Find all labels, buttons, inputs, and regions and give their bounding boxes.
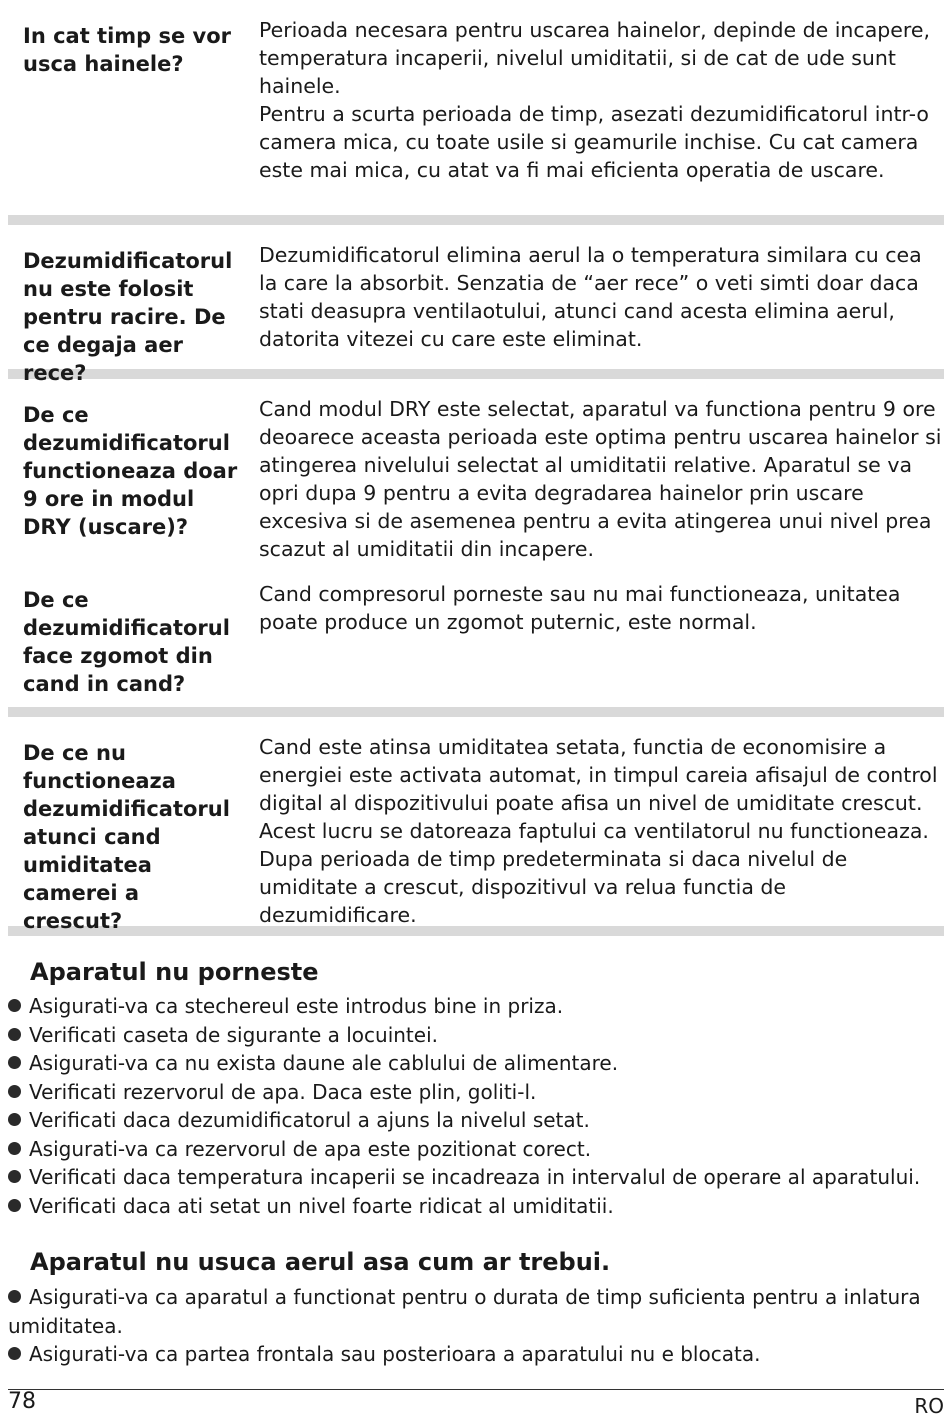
list-item-text: Asigurati-va ca stechereul este introdus bine in priza.	[29, 994, 564, 1018]
list-item-text: Verificati caseta de sigurante a locuintei.	[29, 1022, 438, 1047]
faq-divider	[8, 707, 944, 717]
bullet-icon	[8, 1347, 21, 1360]
bullet-icon	[8, 1056, 21, 1069]
footer-divider	[8, 1389, 944, 1390]
list-item	[8, 1106, 944, 1135]
faq-question: Dezumidificatorul nu este folosit pentru racire. De ce degaja aer rece?	[23, 249, 233, 385]
faq-answer	[244, 564, 944, 636]
faq-answer	[244, 225, 944, 353]
faq-answer-paragraph: Cand modul DRY este selectat, aparatul va functiona pentru 9 ore deoarece aceasta perioada este optima pentru uscarea hainelor si atingerea nivelului selectat al umiditatii relative. Aparatul se va opri dupa 9 pentru a evita degradarea hainelor prin uscare excesiva si de asemenea pentru a evita atingerea unui nivel prea scazut al umiditatii din incapere.	[259, 397, 942, 561]
bullet-icon	[8, 1028, 21, 1041]
list-item	[8, 1135, 944, 1164]
bullet-list	[8, 992, 944, 1220]
bullet-icon	[8, 1085, 21, 1098]
faq-answer	[244, 717, 944, 929]
faq-table	[8, 0, 944, 936]
faq-row	[8, 0, 944, 215]
list-item	[8, 1192, 944, 1221]
faq-answer	[244, 379, 944, 563]
list-item-text: Verificati daca temperatura incaperii se incadreaza in intervalul de operare al aparatului.	[29, 1165, 921, 1189]
faq-answer-paragraph: Perioada necesara pentru uscarea hainelor, depinde de incapere, temperatura incaperii, nivelul umiditatii, si de cat de ude sunt hainele.	[259, 18, 930, 98]
faq-divider	[8, 215, 944, 225]
list-item	[8, 992, 944, 1021]
list-item-text: Verificati rezervorul de apa. Daca este plin, goliti-l.	[29, 1079, 537, 1104]
list-item-text: Asigurati-va ca nu exista daune ale cablului de alimentare.	[29, 1051, 619, 1075]
faq-question: De ce nu functioneaza dezumidificatorul atunci cand umiditatea camerei a crescut?	[23, 741, 230, 933]
faq-answer-paragraph: Dezumidificatorul elimina aerul la o temperatura similara cu cea la care la absorbit. Senzatia de “aer rece” o veti simti doar daca stati deasupra ventilaotului, atunci cand acesta elimina aerul, datorita vitezei cu care este eliminat.	[259, 243, 922, 351]
list-item-text: Asigurati-va ca partea frontala sau posterioara a aparatului nu e blocata.	[29, 1342, 761, 1366]
faq-row	[8, 379, 944, 564]
faq-answer	[244, 0, 944, 184]
faq-answer-paragraph: Cand compresorul porneste sau nu mai functioneaza, unitatea poate produce un zgomot puternic, este normal.	[259, 582, 901, 634]
bullet-icon	[8, 1290, 21, 1303]
faq-answer-paragraph: Pentru a scurta perioada de timp, asezati dezumidificatorul intr-o camera mica, cu toate usile si geamurile inchise. Cu cat camera este mai mica, cu atat va fi mai eficienta operatia de uscare.	[259, 102, 929, 182]
list-item-text: Asigurati-va ca rezervorul de apa este pozitionat corect.	[29, 1136, 592, 1161]
list-item-text: Asigurati-va ca aparatul a functionat pentru o durata de timp suficienta pentru a inlatura umiditatea.	[8, 1285, 921, 1338]
list-item	[8, 1340, 944, 1369]
bullet-icon	[8, 999, 21, 1012]
page-number: 78	[8, 1389, 36, 1414]
language-code: RO	[914, 1394, 944, 1418]
faq-question: De ce dezumidificatorul face zgomot din cand in cand?	[23, 588, 230, 696]
bullet-icon	[8, 1113, 21, 1126]
list-item-text: Verificati daca dezumidificatorul a ajuns la nivelul setat.	[29, 1108, 590, 1132]
list-item-text: Verificati daca ati setat un nivel foarte ridicat al umiditatii.	[29, 1193, 614, 1218]
faq-row	[8, 564, 944, 707]
faq-answer-paragraph: Cand este atinsa umiditatea setata, functia de economisire a energiei este activata automat, in timpul careia afisajul de control digital al dispozitivului poate afisa un nivel de umiditate crescut. Acest lucru se datoreaza faptului ca ventilatorul nu functioneaza. Dupa perioada de timp predeterminata si daca nivelul de umiditate a crescut, dispozitivul va relua functia de dezumidificare.	[259, 735, 938, 927]
faq-row	[8, 225, 944, 385]
bullet-icon	[8, 1170, 21, 1183]
list-item	[8, 1283, 944, 1340]
bullet-icon	[8, 1142, 21, 1155]
list-item	[8, 1078, 944, 1107]
section-title: Aparatul nu porneste	[30, 958, 319, 986]
faq-row	[8, 717, 944, 933]
bullet-list	[8, 1283, 944, 1369]
faq-question: De ce dezumidificatorul functioneaza doar 9 ore in modul DRY (uscare)?	[23, 403, 238, 539]
list-item	[8, 1163, 944, 1192]
section-title: Aparatul nu usuca aerul asa cum ar trebui.	[30, 1248, 611, 1276]
list-item	[8, 1021, 944, 1050]
bullet-icon	[8, 1199, 21, 1212]
faq-question: In cat timp se vor usca hainele?	[23, 24, 232, 76]
list-item	[8, 1049, 944, 1078]
